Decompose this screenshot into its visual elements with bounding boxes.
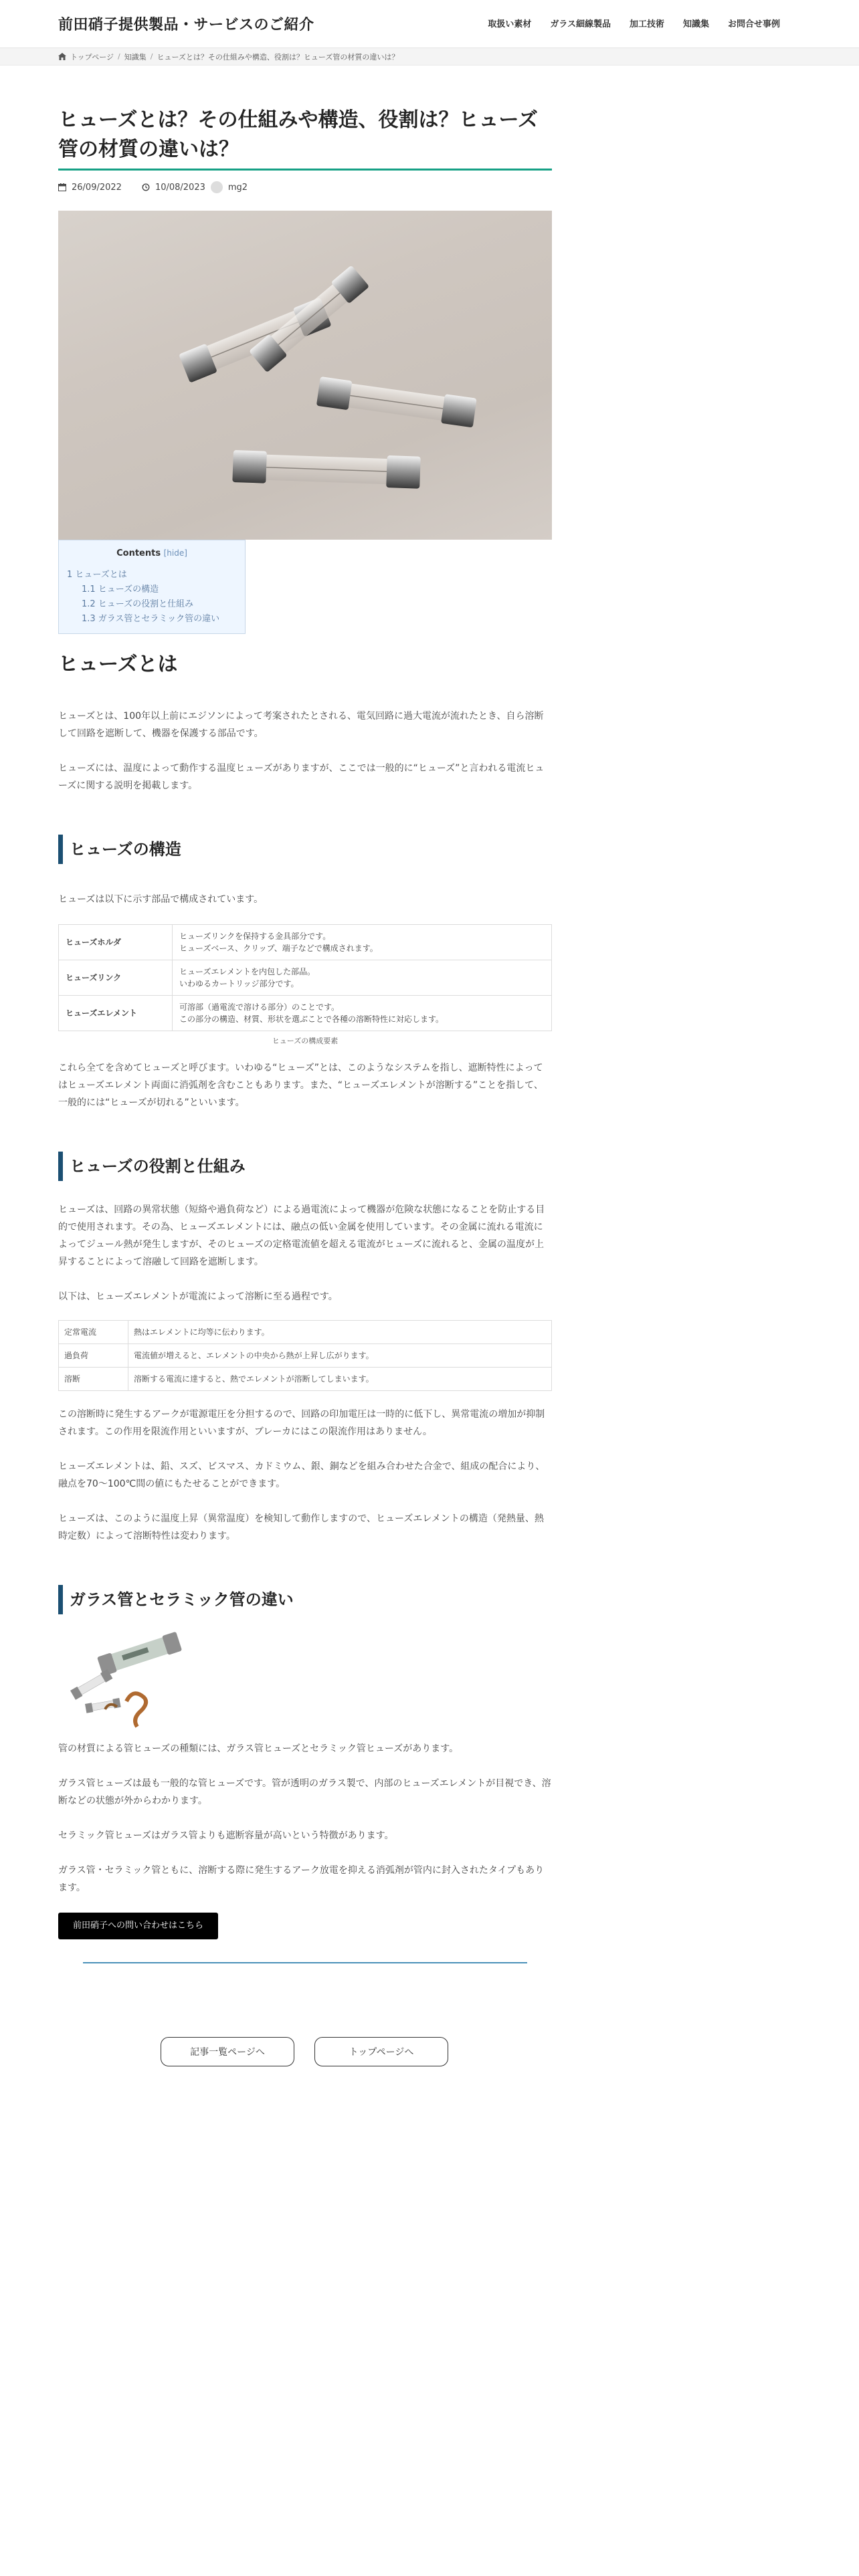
desc-line: いわゆるカートリッジ部分です。 [179,979,299,988]
desc-line: 可溶部（過電流で溶ける部分）のことです。 [179,1002,340,1012]
paragraph: ヒューズは、回路の異常状態（短絡や過負荷など）による過電流によって機器が危険な状態になることを防止する目的で使用されます。その為、ヒューズエレメントには、融点の低い金属を使用しています。その金属に流れる電流によってジュール熱が発生しますが、そのヒューズの定格電流値を超える電流がヒューズに流れると、金属の温度が上昇することによって溶融して回路を遮断します。 [58,1204,545,1267]
toc-heading: Contents [116,548,161,558]
paragraph: ガラス管・セラミック管ともに、溶断する際に発生するアーク放電を抑える消弧剤が管内に封入されたタイプもあります。 [58,1865,545,1893]
top-page-button[interactable]: トップページへ [314,2037,448,2066]
toc-title [67,548,237,558]
desc-line: この部分の構造、材質、形状を選ぶことで各種の溶断特性に対応します。 [179,1014,444,1024]
author-name[interactable]: mg2 [227,182,248,193]
paragraph: セラミック管ヒューズはガラス管よりも遮断容量が高いという特徴があります。 [58,1830,394,1841]
toc-list [67,568,237,627]
paragraph: これら全てを含めてヒューズと呼びます。いわゆる“ヒューズ”とは、このようなシステムを指し、遮断特性によってはヒューズエレメント両面に消弧剤を含むこともあります。また、“ヒューズエレメントが溶断する”ことを指して、一般的には“ヒューズが切れる”といいます。 [58,1063,543,1108]
global-nav [478,17,789,29]
table-row [59,1368,552,1391]
paragraph: ヒューズは以下に示す部品で構成されています。 [58,894,264,905]
table-caption: ヒューズの構成要素 [272,1037,339,1045]
paragraph: ヒューズエレメントは、鉛、スズ、ビスマス、カドミウム、銀、銅などを組み合わせた合金で、組成の配合により、融点を70〜100℃間の値にもたせることができます。 [58,1461,545,1489]
table-cell-desc: 電流値が増えると、エレメントの中央から熱が上昇し広がります。 [128,1344,552,1368]
table-row [59,925,552,960]
post-meta [58,181,552,193]
breadcrumb-separator: / [150,52,153,61]
table-cell-desc: 熱はエレメントに均等に伝わります。 [128,1321,552,1344]
avatar [211,181,223,193]
table-cell-name: ヒューズリンク [59,960,173,996]
table-cell-name: 定常電流 [59,1321,128,1344]
article-main [58,66,552,1963]
page-title: ヒューズとは？その仕組みや構造、役割は？ヒューズ管の材質の違いは？ [58,106,552,171]
site-header [0,0,859,48]
breadcrumb-home[interactable]: トップページ [70,52,114,62]
toc-item[interactable]: 1.1 ヒューズの構造 [82,584,159,595]
table-row [59,960,552,996]
table-cell-desc [173,925,552,960]
desc-line: ヒューズリンクを保持する金具部分です。 [179,932,331,941]
table-cell-desc [173,960,552,996]
divider [83,1962,527,1963]
paragraph: ヒューズとは、100年以上前にエジソンによって考案されたとされる、電気回路に過大電流が流れたとき、自ら溶断して回路を遮断して、機器を保護する部品です。 [58,711,544,739]
article-list-button[interactable]: 記事一覧ページへ [161,2037,294,2066]
nav-item-materials[interactable]: 取扱い素材 [488,19,532,29]
table-row [59,996,552,1031]
desc-line: ヒューズベース、クリップ、端子などで構成されます。 [179,944,378,953]
published-date: 26/09/2022 [72,182,122,193]
paragraph: 以下は、ヒューズエレメントが電流によって溶断に至る過程です。 [58,1291,338,1302]
paragraph: ヒューズには、温度によって動作する温度ヒューズがありますが、ここでは一般的に“ヒューズ”と言われる電流ヒューズに関する説明を掲載します。 [58,763,545,791]
toc-hide-toggle[interactable]: [hide] [163,548,187,558]
toc-item[interactable]: 1.2 ヒューズの役割と仕組み [82,599,194,609]
fuse-types-image [58,1629,192,1729]
breadcrumb [0,48,859,66]
ceramic-glass-fuses-illustration [58,1629,192,1729]
paragraph: 管の材質による管ヒューズの種類には、ガラス管ヒューズとセラミック管ヒューズがあります。 [58,1743,459,1754]
process-table [58,1320,552,1391]
toc-item[interactable]: 1.3 ガラス管とセラミック管の違い [82,614,220,624]
paragraph: この溶断時に発生するアークが電源電圧を分担するので、回路の印加電圧は一時的に低下し、異常電流の増加が抑制されます。この作用を限流作用といいますが、ブレーカにはこの限流作用はありません。 [58,1409,545,1437]
desc-line: ヒューズエレメントを内包した部品。 [179,967,316,976]
table-cell-name: 溶断 [59,1368,128,1391]
nav-item-processing[interactable]: 加工技術 [629,19,664,29]
site-title[interactable]: 前田硝子提供製品・サービスのご紹介 [58,17,314,33]
table-of-contents [58,540,246,634]
structure-table [58,924,552,1031]
eyecatch-image [58,211,552,540]
breadcrumb-separator: / [118,52,120,61]
nav-item-knowledge[interactable]: 知識集 [682,19,709,29]
paragraph: ヒューズは、このように温度上昇（異常温度）を検知して動作しますので、ヒューズエレメントの構造（発熱量、熱時定数）によって溶断特性は変わります。 [58,1513,544,1541]
table-cell-name: ヒューズホルダ [59,925,173,960]
section-heading-role: ヒューズの役割と仕組み [58,1152,552,1181]
table-cell-desc [173,996,552,1031]
breadcrumb-current: ヒューズとは？その仕組みや構造、役割は？ヒューズ管の材質の違いは？ [157,52,399,62]
toc-item[interactable]: 1 ヒューズとは [67,570,127,580]
section-heading-structure: ヒューズの構造 [58,835,552,864]
table-cell-name: ヒューズエレメント [59,996,173,1031]
section-heading-intro: ヒューズとは [58,653,178,676]
paragraph: ガラス管ヒューズは最も一般的な管ヒューズです。管が透明のガラス製で、内部のヒューズエレメントが目視でき、溶断などの状態が外からわかります。 [58,1778,551,1806]
table-cell-name: 過負荷 [59,1344,128,1368]
table-row [59,1321,552,1344]
history-icon [142,183,150,191]
table-row [59,1344,552,1368]
updated-date: 10/08/2023 [155,182,205,193]
glass-fuses-illustration [58,211,552,540]
calendar-icon [58,183,66,191]
nav-item-inquiry-cases[interactable]: お問合せ事例 [727,19,780,29]
table-cell-desc: 溶断する電流に達すると、熱でエレメントが溶断してしまいます。 [128,1368,552,1391]
contact-button[interactable]: 前田硝子への問い合わせはこちら [58,1913,218,1939]
breadcrumb-category[interactable]: 知識集 [124,52,147,62]
home-icon [58,53,66,60]
section-heading-glass-ceramic: ガラス管とセラミック管の違い [58,1585,552,1614]
article-footer-nav [161,2037,448,2066]
nav-item-glass-products[interactable]: ガラス細線製品 [550,19,611,29]
